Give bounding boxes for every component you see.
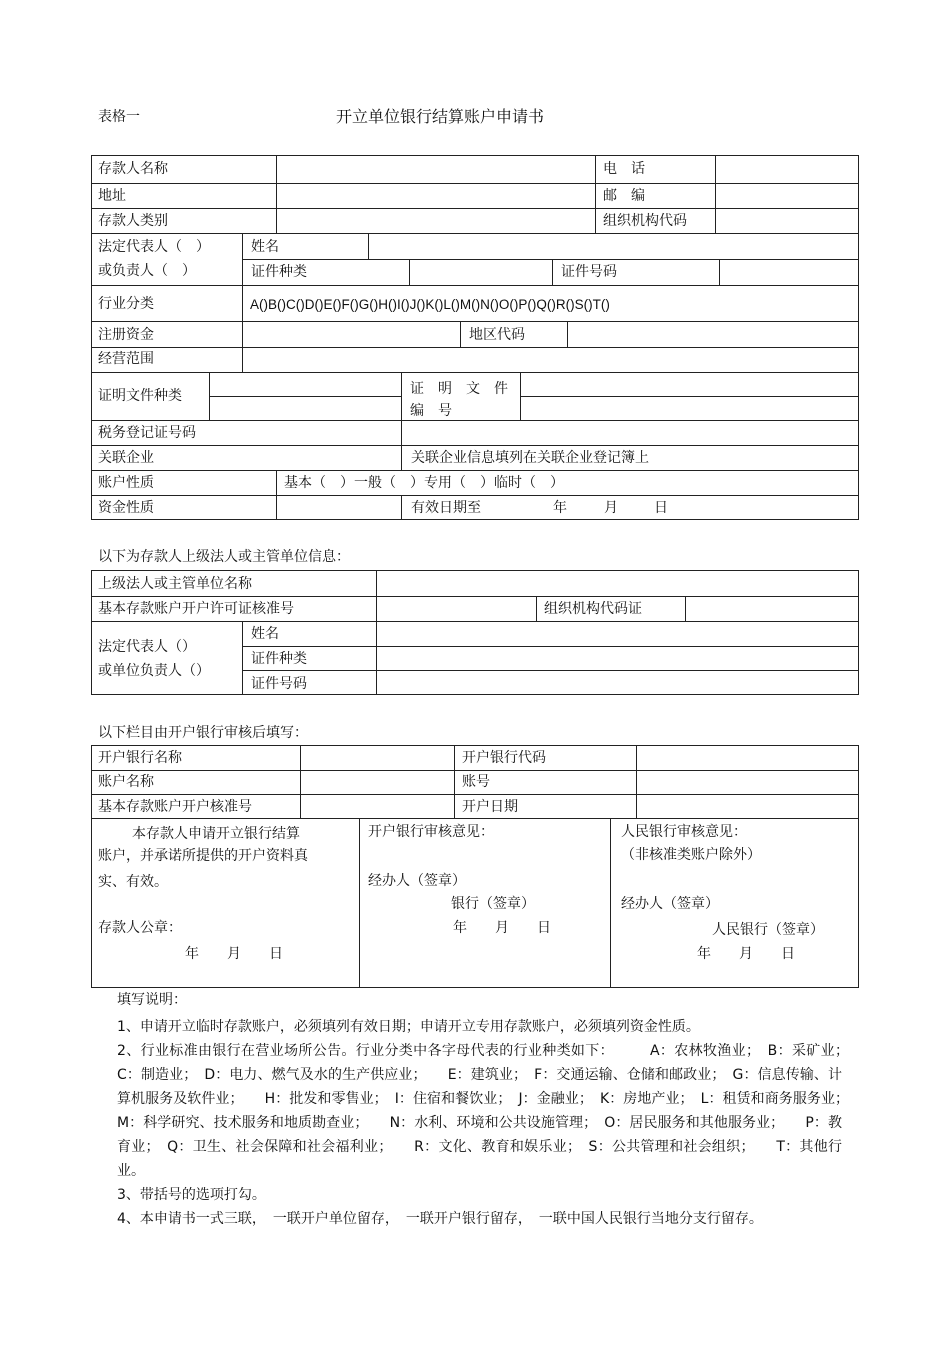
legal-rep-label: 法定代表人（ ） bbox=[98, 239, 210, 255]
parent-section-intro: 以下为存款人上级法人或主管单位信息： bbox=[98, 549, 350, 565]
page-title: 开立单位银行结算账户申请书 bbox=[336, 107, 545, 126]
parent-rep-name-label: 姓名 bbox=[251, 626, 279, 642]
applicant-statement-line3: 实、有效。 bbox=[98, 874, 168, 890]
account-nature-options: 基本（ ）一般（ ）专用（ ）临时（ ） bbox=[284, 475, 564, 491]
account-no-label: 账号 bbox=[462, 774, 490, 790]
permit-no-label: 基本存款账户开户许可证核准号 bbox=[98, 601, 294, 617]
industry-label: 行业分类 bbox=[98, 296, 154, 312]
region-code-label: 地区代码 bbox=[469, 327, 525, 343]
year-label: 年 bbox=[553, 500, 567, 516]
pboc-opinion-label: 人民银行审核意见： bbox=[621, 824, 747, 840]
pboc-handler-label: 经办人（签章） bbox=[621, 896, 719, 912]
cert-type-label: 证明文件种类 bbox=[98, 388, 182, 404]
note-item-3: 3、带括号的选项打勾。 bbox=[117, 1187, 266, 1203]
address-label: 地址 bbox=[98, 188, 126, 204]
pboc-exclusion-label: （非核准类账户除外） bbox=[621, 847, 761, 863]
month-label: 月 bbox=[604, 500, 618, 516]
pboc-seal-label: 人民银行（签章） bbox=[712, 922, 824, 938]
org-code-cert-label: 组织机构代码证 bbox=[544, 601, 642, 617]
bank-code-label: 开户银行代码 bbox=[462, 750, 546, 766]
parent-principal-label: 或单位负责人（） bbox=[98, 663, 210, 679]
tax-reg-label: 税务登记证号码 bbox=[98, 425, 196, 441]
depositor-type-label: 存款人类别 bbox=[98, 213, 168, 229]
account-nature-label: 账户性质 bbox=[98, 475, 154, 491]
note-item-4: 4、本申请书一式三联， 一联开户单位留存， 一联开户银行留存， 一联中国人民银行当地分支行留存。 bbox=[117, 1211, 763, 1227]
parent-name-label: 上级法人或主管单位名称 bbox=[98, 576, 252, 592]
bank-opinion-label: 开户银行审核意见： bbox=[368, 824, 494, 840]
bank-handler-label: 经办人（签章） bbox=[368, 873, 466, 889]
related-label: 关联企业 bbox=[98, 450, 154, 466]
bank-seal-label: 银行（签章） bbox=[451, 896, 535, 912]
note-item-1: 1、申请开立临时存款账户，必须填列有效日期；申请开立专用存款账户，必须填列资金性质。 bbox=[117, 1019, 700, 1035]
note-item-2: 2、行业标准由银行在营业场所公告。行业分类中各字母代表的行业种类如下： A：农林牧渔业； B：采矿业； C：制造业； D：电力、燃气及水的生产供应业； E：建筑业； F：交通运输、仓储和邮政业； G：信息传输、计算机服务及软件业； H：批发和零售业； I：住宿和餐饮业； J：金融业； K：房地产业； L：租赁和商务服务业； M：科学研究、技术服务和地质勘查业； N：水利、环境和公共设施管理； O：居民服务和其他服务业； P：教育业； Q：卫生、社会保障和社会福利业； R：文化、教育和娱乐业； S：公共管理和社会组织； T：其他行业。 bbox=[117, 1043, 870, 1179]
reg-capital-label: 注册资金 bbox=[98, 327, 154, 343]
rep-name-label: 姓名 bbox=[251, 239, 279, 255]
account-name-label: 账户名称 bbox=[98, 774, 154, 790]
applicant-seal-label: 存款人公章： bbox=[98, 920, 182, 936]
business-scope-label: 经营范围 bbox=[98, 351, 154, 367]
parent-legal-rep-label: 法定代表人（） bbox=[98, 639, 196, 655]
parent-rep-id-no-label: 证件号码 bbox=[251, 676, 307, 692]
rep-id-type-label: 证件种类 bbox=[251, 264, 307, 280]
depositor-name-label: 存款人名称 bbox=[98, 161, 168, 177]
fund-nature-label: 资金性质 bbox=[98, 500, 154, 516]
day-label: 日 bbox=[654, 500, 668, 516]
bank-date: 年 月 日 bbox=[453, 920, 551, 936]
applicant-date: 年 月 日 bbox=[185, 946, 283, 962]
parent-rep-id-type-label: 证件种类 bbox=[251, 651, 307, 667]
pboc-date: 年 月 日 bbox=[697, 946, 795, 962]
bank-section-intro: 以下栏目由开户银行审核后填写： bbox=[98, 725, 308, 741]
org-code-label: 组织机构代码 bbox=[603, 213, 687, 229]
form-number: 表格一 bbox=[98, 109, 140, 125]
valid-until-label: 有效日期至 bbox=[411, 500, 481, 516]
phone-label: 电 话 bbox=[603, 161, 645, 177]
bank-name-label: 开户银行名称 bbox=[98, 750, 182, 766]
notes-title: 填写说明： bbox=[117, 992, 187, 1008]
related-note: 关联企业信息填列在关联企业登记簿上 bbox=[411, 450, 649, 466]
industry-options: A()B()C()D()E()F()G()H()I()J()K()L()M()N()O()P()Q()R()S()T() bbox=[250, 297, 610, 312]
approval-no-label: 基本存款账户开户核准号 bbox=[98, 799, 252, 815]
applicant-statement-line1: 本存款人申请开立银行结算 bbox=[132, 826, 300, 842]
rep-id-no-label: 证件号码 bbox=[561, 264, 617, 280]
postcode-label: 邮 编 bbox=[603, 188, 645, 204]
applicant-statement-line2: 账户，并承诺所提供的开户资料真 bbox=[98, 848, 308, 864]
cert-no-label: 证 明 文 件 编 号 bbox=[410, 381, 522, 419]
open-date-label: 开户日期 bbox=[462, 799, 518, 815]
principal-label: 或负责人（ ） bbox=[98, 263, 196, 279]
